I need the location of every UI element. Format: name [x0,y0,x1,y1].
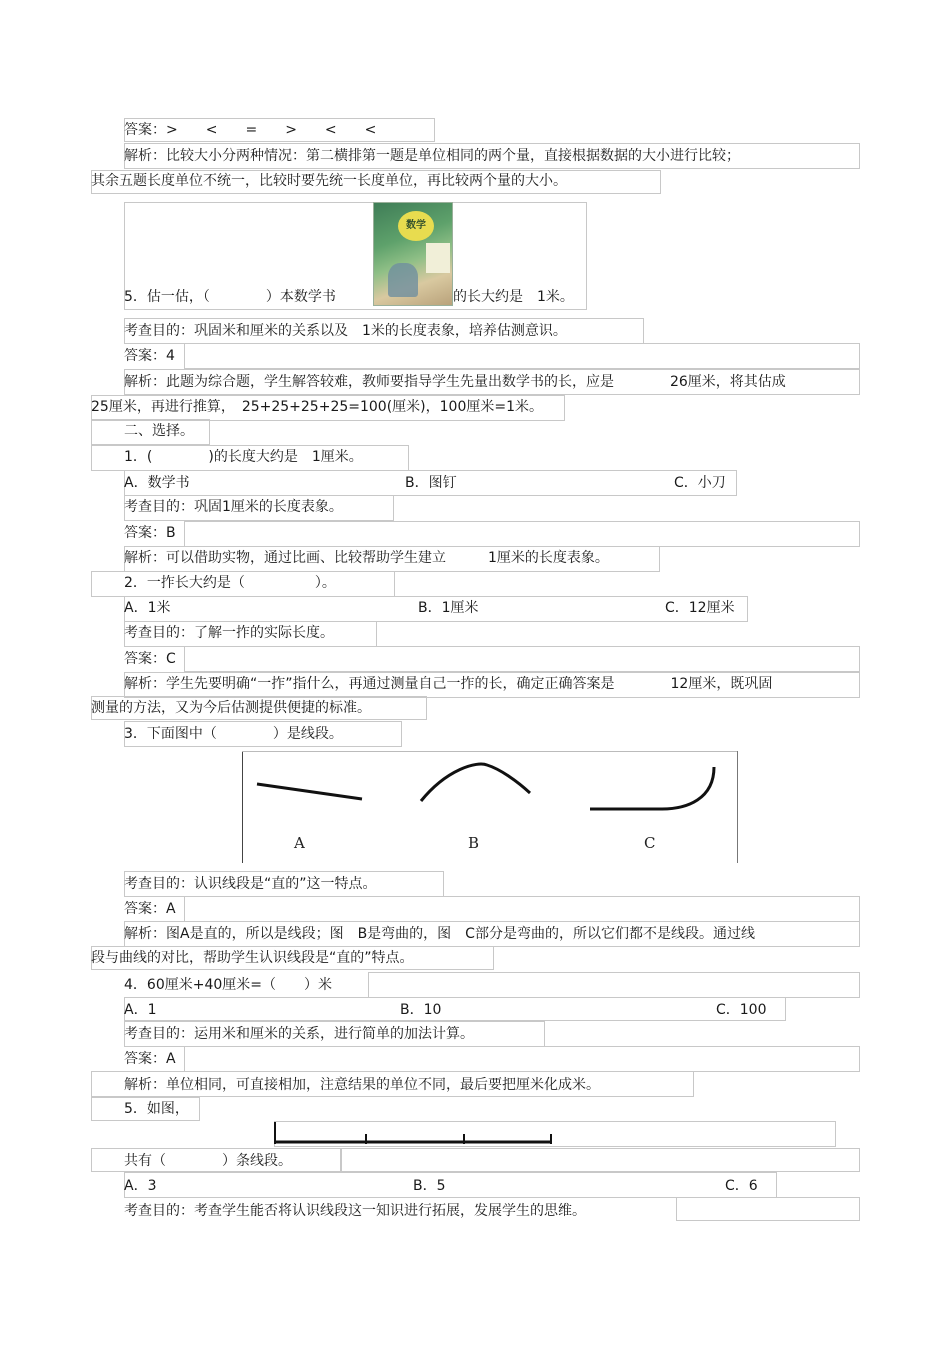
box [184,343,860,369]
analysis: 解析：可以借助实物，通过比画、比较帮助学生建立 1厘米的长度表象。 [124,550,609,566]
option-b: B．5 [413,1178,446,1194]
analysis-line-2: 25厘米，再进行推算， 25+25+25+25=100(厘米)，100厘米=1米。 [91,399,543,415]
segment-diagram [272,1120,556,1150]
option-b: B．10 [400,1002,442,1018]
option-a: A．1 [124,1002,157,1018]
question-4: 4．60厘米+40厘米=（ ）米 [124,977,332,993]
option-a: A．数学书 [124,475,190,491]
analysis-line-2: 测量的方法，又为今后估测提供便捷的标准。 [91,700,371,716]
line-curve-c [590,767,714,809]
book-cover-band [426,243,450,273]
option-c: C．12厘米 [665,600,735,616]
segment-figure [242,751,738,863]
analysis-line-1: 解析：图A是直的，所以是线段；图 B是弯曲的，图 C部分是弯曲的，所以它们都不是线段。通过线 [124,926,755,942]
option-c: C．100 [716,1002,767,1018]
answer: 答案：A [124,901,176,917]
analysis: 解析：单位相同，可直接相加，注意结果的单位不同，最后要把厘米化成米。 [124,1077,600,1093]
book-cover-figure [388,263,418,297]
option-c: C．6 [725,1178,758,1194]
question-3: 3．下面图中（ ）是线段。 [124,726,343,742]
label-b: B [468,834,480,852]
exam-purpose: 考查目的：认识线段是“直的”这一特点。 [124,876,377,892]
question-5-estimate: 5．估一估，（ ）本数学书 [124,289,336,305]
exam-purpose: 考查目的：考查学生能否将认识线段这一知识进行拓展，发展学生的思维。 [124,1203,586,1219]
box [124,997,786,1021]
answer: 答案：4 [124,348,175,364]
option-a: A．1米 [124,600,171,616]
label-c: C [644,834,656,852]
question-2: 2．一拃长大约是（ ）。 [124,575,336,591]
math-book-image [373,202,453,306]
option-c: C．小刀 [674,475,726,491]
exam-purpose: 考查目的：运用米和厘米的关系，进行简单的加法计算。 [124,1026,474,1042]
answer: 答案：B [124,525,176,541]
option-b: B．1厘米 [418,600,479,616]
box [341,1148,860,1172]
exam-purpose: 考查目的：巩固米和厘米的关系以及 1米的长度表象，培养估测意识。 [124,323,567,339]
analysis-line-2: 其余五题长度单位不统一，比较时要先统一长度单位，再比较两个量的大小。 [91,173,567,189]
option-a: A．3 [124,1178,157,1194]
box [124,1172,777,1198]
analysis-line-2: 段与曲线的对比，帮助学生认识线段是“直的”特点。 [91,950,414,966]
exam-purpose: 考查目的：了解一拃的实际长度。 [124,625,334,641]
box [184,1046,860,1072]
box [184,646,860,672]
analysis-line-1: 解析：学生先要明确“一拃”指什么，再通过测量自己一拃的长，确定正确答案是 12厘米，既巩固 [124,676,773,692]
label-a: A [294,834,305,852]
box [368,972,860,998]
section-heading: 二、选择。 [124,423,194,439]
answer-comparison: 答案：> < = > < < [124,122,377,138]
box [676,1197,860,1221]
option-b: B．图钉 [405,475,457,491]
question-5: 5．如图， [124,1101,189,1117]
question-5-count: 共有（ ）条线段。 [124,1153,292,1169]
curve-b [421,764,530,801]
analysis-line-1: 解析：比较大小分两种情况：第二横排第一题是单位相同的两个量，直接根据数据的大小进行比较； [124,148,740,164]
question-1: 1．( )的长度大约是 1厘米。 [124,449,363,465]
book-cover-title: 数学 [398,211,434,241]
answer: 答案：C [124,651,176,667]
analysis-line-1: 解析：此题为综合题，学生解答较难，教师要指导学生先量出数学书的长，应是 26厘米，将其估成 [124,374,786,390]
straight-segment-a [257,784,362,799]
exam-purpose: 考查目的：巩固1厘米的长度表象。 [124,499,343,515]
box [184,896,860,922]
box [184,521,860,547]
question-5-estimate-tail: 的长大约是 1米。 [453,289,574,305]
answer: 答案：A [124,1051,176,1067]
